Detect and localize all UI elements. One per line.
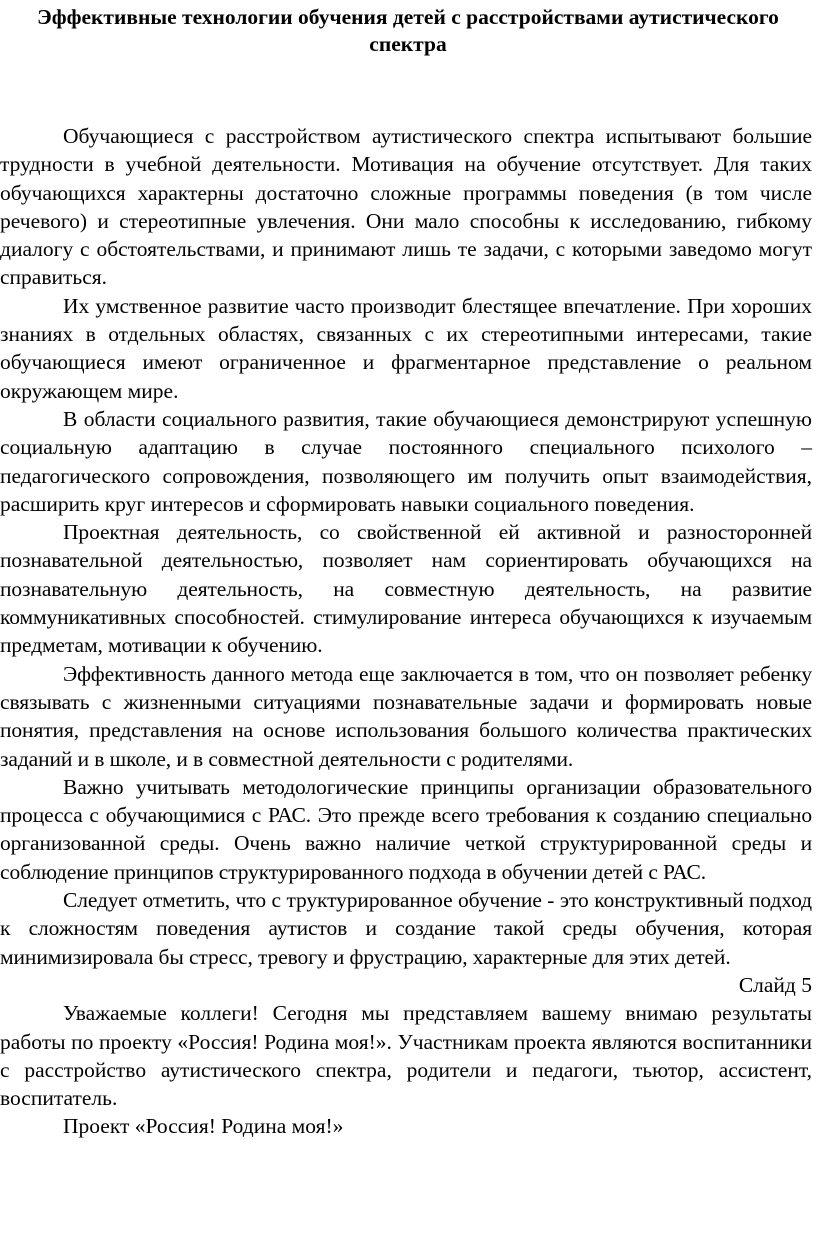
title-spacer <box>0 58 812 122</box>
paragraph-6: Важно учитывать методологические принципы организации образовательного процесса с обучающимися с РАС. Это прежде всего требования к созданию специально организованной среды. Очень важно наличие четкой структурированной среды и соблюдение принципов структурированного подхода в обучении детей с РАС. <box>0 774 812 884</box>
paragraph-5: Эффективность данного метода еще заключается в том, что он позволяет ребенку связывать с жизненными ситуациями познавательные задачи и формировать новые понятия, представления на основе использования большого количества практических заданий и в школе, и в совместной деятельности с родителями. <box>0 661 812 771</box>
paragraph-3: В области социального развития, такие обучающиеся демонстрируют успешную социальную адаптацию в случае постоянного специального психолого – педагогического сопровождения, позволяющего им получить опыт взаимодействия, расширить круг интересов и сформировать навыки социального поведения. <box>0 406 812 516</box>
paragraph-9: Проект «Россия! Родина моя!» <box>63 1114 344 1139</box>
paragraph-4: Проектная деятельность, со свойственной ей активной и разносторонней познавательной деятельностью, позволяет нам сориентировать обучающихся на познавательную деятельность, на совместную деятельность, на развитие коммуникативных способностей. стимулирование интереса обучающихся к изучаемым предметам, мотивации к обучению. <box>0 520 812 658</box>
paragraph-7: Следует отметить, что с труктурированное обучение - это конструктивный подход к сложностям поведения аутистов и создание такой среды обучения, которая минимизировала бы стресс, тревогу и фрустрацию, характерные для этих детей. <box>0 888 812 969</box>
paragraph-8: Уважаемые коллеги! Сегодня мы представляем вашему внимаю результаты работы по проекту «Россия! Родина моя!». Участникам проекта являются воспитанники с расстройство аутистического спектра, родители и педагоги, тьютор, ассистент, воспитатель. <box>0 1001 812 1111</box>
paragraph-1: Обучающиеся с расстройством аутистического спектра испытывают большие трудности в учебной деятельности. Мотивация на обучение отсутствует. Для таких обучающихся характерны достаточно сложные программы поведения (в том числе речевого) и стереотипные увлечения. Они мало способны к исследованию, гибкому диалогу с обстоятельствами, и принимают лишь те задачи, с которыми заведомо могут справиться. <box>0 124 812 290</box>
paragraph-2: Их умственное развитие часто производит блестящее впечатление. При хороших знаниях в отдельных областях, связанных с их стереотипными интересами, такие обучающиеся имеют ограниченное и фрагментарное представление о реальном окружающем мире. <box>0 293 812 403</box>
slide-label: Слайд 5 <box>738 972 812 997</box>
document-title: Эффективные технологии обучения детей с расстройствами аутистического спектра <box>37 5 779 56</box>
